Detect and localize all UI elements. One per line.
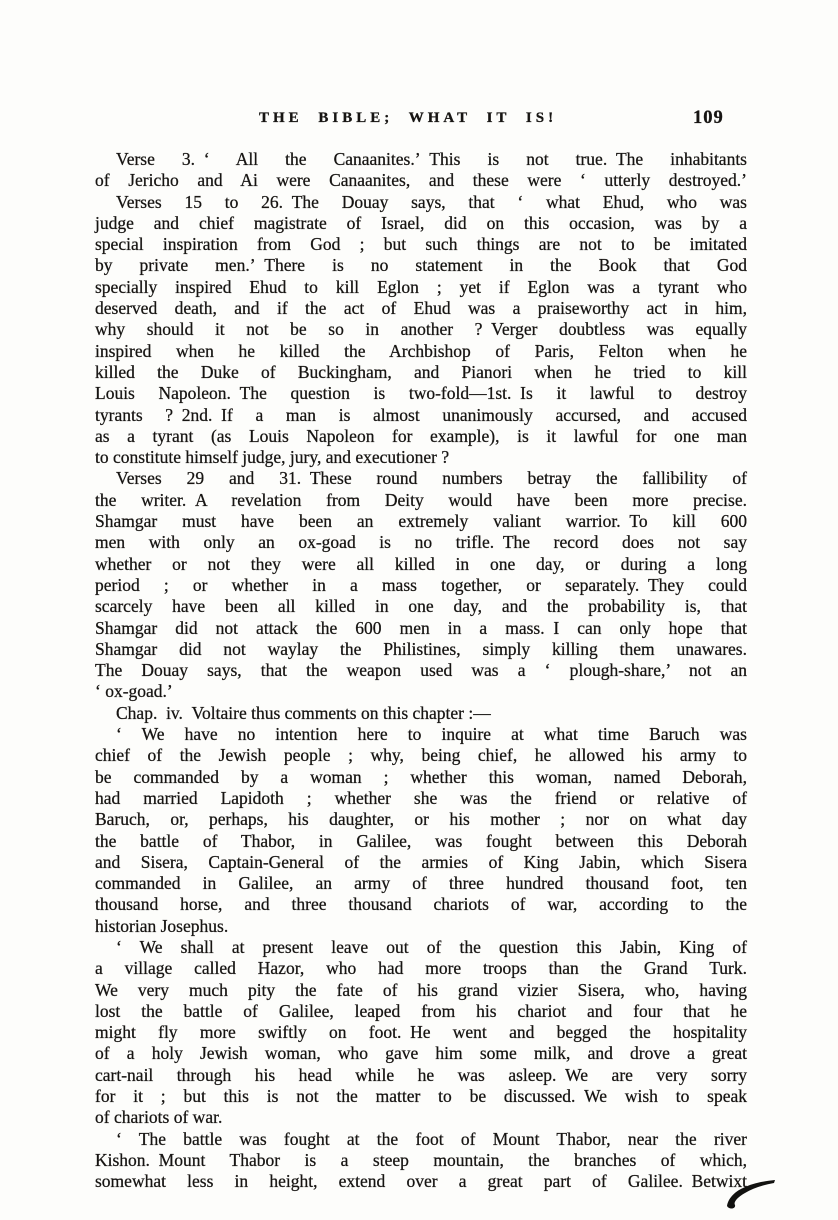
text-line: special inspiration from God ; but such things are not to be imitated xyxy=(95,234,747,255)
text-line: judge and chief magistrate of Israel, did on this occasion, was by a xyxy=(95,212,747,233)
paragraph xyxy=(95,937,747,1129)
text-line: the battle of Thabor, in Galilee, was fought between this Deborah xyxy=(95,830,747,851)
text-line: Shamgar must have been an extremely valiant warrior. To kill 600 xyxy=(95,511,747,532)
text-line: deserved death, and if the act of Ehud was a praiseworthy act in him, xyxy=(95,298,747,319)
ink-smudge-shape xyxy=(727,1180,775,1209)
text-line: of chariots of war. xyxy=(95,1107,223,1128)
text-line: Verses 15 to 26. The Douay says, that ‘ what Ehud, who was xyxy=(116,191,747,212)
text-line: men with only an ox-goad is no trifle. The record does not say xyxy=(95,532,747,553)
text-line: had married Lapidoth ; whether she was the friend or relative of xyxy=(95,787,747,808)
text-line: historian Josephus. xyxy=(95,915,229,936)
text-line: Louis Napoleon. The question is two-fold—1st. Is it lawful to destroy xyxy=(95,383,747,404)
text-line: for it ; but this is not the matter to be discussed. We wish to speak xyxy=(95,1086,747,1107)
text-line: ‘ The battle was fought at the foot of Mount Thabor, near the river xyxy=(116,1128,747,1149)
page-number: 109 xyxy=(693,108,724,128)
text-line: chief of the Jewish people ; why, being chief, he allowed his army to xyxy=(95,745,747,766)
text-line: commanded in Galilee, an army of three hundred thousand foot, ten xyxy=(95,873,747,894)
text-line: why should it not be so in another ? Verger doubtless was equally xyxy=(95,319,747,340)
text-line: to constitute himself judge, jury, and executioner ? xyxy=(95,447,450,468)
page-header xyxy=(95,108,747,132)
paragraph xyxy=(95,724,747,937)
text-line: ‘ We shall at present leave out of the question this Jabin, King of xyxy=(116,936,747,957)
running-title: THE BIBLE; WHAT IT IS! xyxy=(258,110,558,126)
page-body xyxy=(95,149,747,1193)
text-line: The Douay says, that the weapon used was a ‘ plough-share,’ not an xyxy=(95,660,747,681)
paragraph xyxy=(95,703,747,724)
text-line: scarcely have been all killed in one day, and the probability is, that xyxy=(95,596,747,617)
text-line: be commanded by a woman ; whether this woman, named Deborah, xyxy=(95,766,747,787)
text-line: and Sisera, Captain-General of the armies of King Jabin, which Sisera xyxy=(95,851,747,872)
text-line: might fly more swiftly on foot. He went and begged the hospitality xyxy=(95,1022,747,1043)
text-line: We very much pity the fate of his grand vizier Sisera, who, having xyxy=(95,979,747,1000)
paragraph xyxy=(95,149,747,192)
ink-smudge-mark xyxy=(724,1179,778,1211)
text-line: whether or not they were all killed in one day, or during a long xyxy=(95,553,747,574)
text-line: period ; or whether in a mass together, or separately. They could xyxy=(95,574,747,595)
text-line: ‘ We have no intention here to inquire at what time Baruch was xyxy=(116,724,747,745)
text-line: inspired when he killed the Archbishop of Paris, Felton when he xyxy=(95,340,747,361)
text-line: Kishon. Mount Thabor is a steep mountain, the branches of which, xyxy=(95,1149,747,1170)
text-line: Shamgar did not attack the 600 men in a mass. I can only hope that xyxy=(95,617,747,638)
text-line: by private men.’ There is no statement in the Book that God xyxy=(95,255,747,276)
text-line: Shamgar did not waylay the Philistines, simply killing them unawares. xyxy=(95,638,747,659)
text-line: the writer. A revelation from Deity would have been more precise. xyxy=(95,489,747,510)
text-line: thousand horse, and three thousand chariots of war, according to the xyxy=(95,894,747,915)
text-line: Chap. iv. Voltaire thus comments on this chapter :— xyxy=(116,702,491,723)
text-line: cart-nail through his head while he was asleep. We are very sorry xyxy=(95,1064,747,1085)
text-line: a village called Hazor, who had more troops than the Grand Turk. xyxy=(95,958,747,979)
paragraph xyxy=(95,192,747,469)
text-line: specially inspired Ehud to kill Eglon ; yet if Eglon was a tyrant who xyxy=(95,276,747,297)
paragraph xyxy=(95,1129,747,1193)
text-line: somewhat less in height, extend over a great part of Galilee. Betwixt xyxy=(95,1171,747,1192)
text-line: ‘ ox-goad.’ xyxy=(95,681,173,702)
text-line: as a tyrant (as Louis Napoleon for example), is it lawful for one man xyxy=(95,425,747,446)
text-line: killed the Duke of Buckingham, and Pianori when he tried to kill xyxy=(95,361,747,382)
text-line: Verse 3. ‘ All the Canaanites.’ This is not true. The inhabitants xyxy=(116,149,747,169)
text-line: lost the battle of Galilee, leaped from his chariot and four that he xyxy=(95,1000,747,1021)
text-line: Verses 29 and 31. These round numbers betray the fallibility of xyxy=(116,468,747,489)
text-line: Baruch, or, perhaps, his daughter, or his mother ; nor on what day xyxy=(95,809,747,830)
paragraph xyxy=(95,468,747,702)
text-line: tyrants ? 2nd. If a man is almost unanimously accursed, and accused xyxy=(95,404,747,425)
text-line: of a holy Jewish woman, who gave him some milk, and drove a great xyxy=(95,1043,747,1064)
text-line: of Jericho and Ai were Canaanites, and these were ‘ utterly destroyed.’ xyxy=(95,170,747,191)
